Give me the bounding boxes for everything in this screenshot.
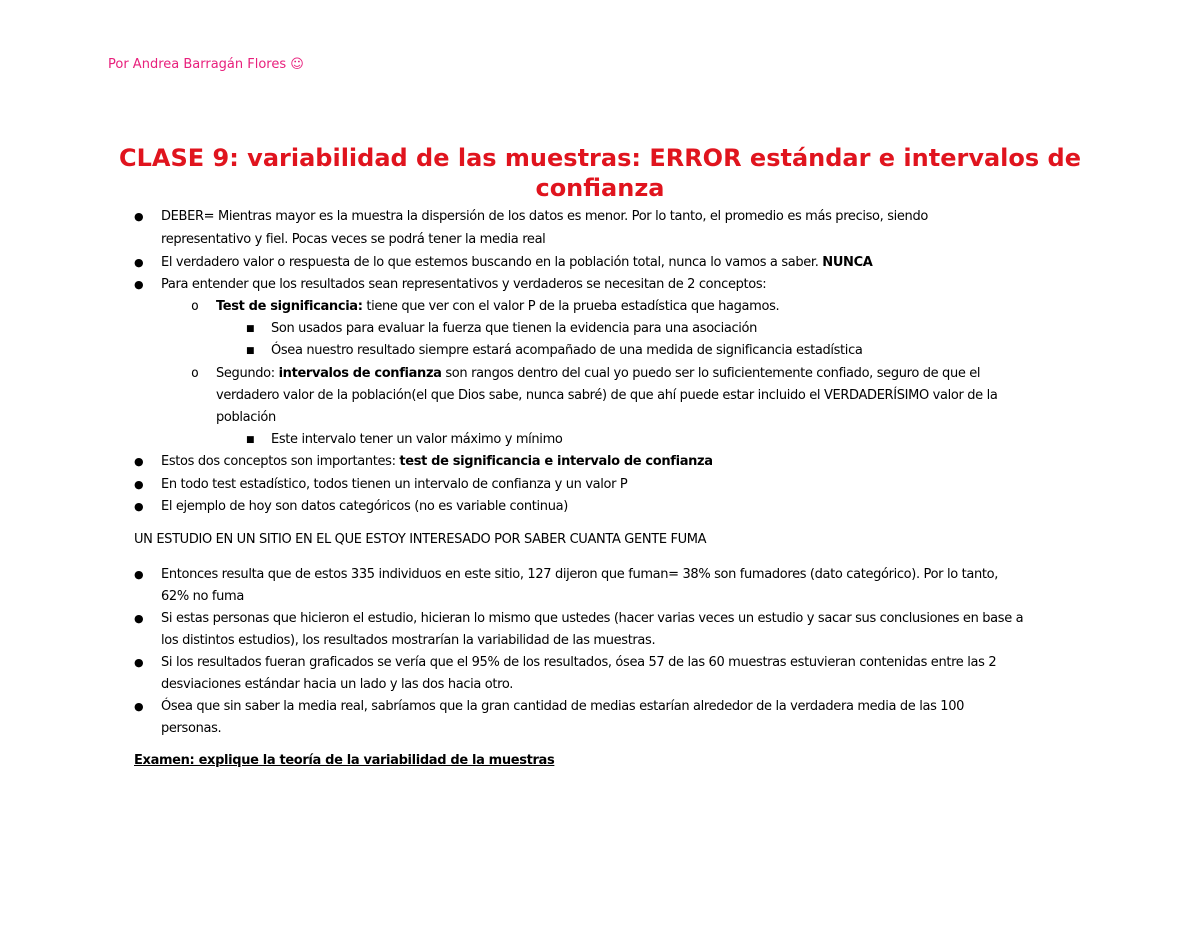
list-item-1-line-2: representativo y fiel. Pocas veces se podrá tener la media real [161,232,546,247]
list-item-4 [161,453,713,471]
page-title [100,143,1100,203]
list-item-4-emphasis: test de significancia e intervalo de confianza [399,454,713,469]
conclusion-item-1-line-2: 62% no fuma [161,589,244,604]
bullet-dot: ● [134,700,144,713]
sublist-item-1-text: tiene que ver con el valor P de la prueba estadística que hagamos. [362,299,780,314]
bullet-dot: ● [134,568,144,581]
bullet-dot: ● [134,478,144,491]
bullet-dot: ● [134,612,144,625]
exam-question: Examen: explique la teoría de la variabilidad de la muestras [134,753,555,768]
list-item-5: En todo test estadístico, todos tienen un intervalo de confianza y un valor P [161,477,628,492]
sublist-item-1 [216,298,779,316]
conclusion-item-2-line-1: Si estas personas que hicieron el estudio, hicieran lo mismo que ustedes (hacer varias veces un estudio y sacar sus conclusiones en base a [161,611,1024,626]
conclusion-item-4-line-1: Ósea que sin saber la media real, sabríamos que la gran cantidad de medias estarían alrededor de la verdadera media de las 100 [161,699,965,714]
bullet-dot: ● [134,256,144,269]
subsublist-item-1b: Ósea nuestro resultado siempre estará acompañado de una medida de significancia estadística [271,343,863,358]
conclusion-item-3-line-2: desviaciones estándar hacia un lado y las dos hacia otro. [161,677,514,692]
list-item-2 [161,254,872,272]
sublist-item-2-text: son rangos dentro del cual yo puedo ser lo suficientemente confiado, seguro de que el [441,366,981,381]
conclusion-item-1-line-1: Entonces resulta que de estos 335 individuos en este sitio, 127 dijeron que fuman= 38% son fumadores (dato categórico). Por lo tanto, [161,567,998,582]
bullet-circle: o [191,366,199,381]
bullet-circle: o [191,299,199,314]
bullet-square: ■ [246,324,255,334]
conclusion-item-4-line-2: personas. [161,721,222,736]
conclusion-item-3-line-1: Si los resultados fueran graficados se vería que el 95% de los resultados, ósea 57 de las 60 muestras estuvieran contenidas entre las 2 [161,655,997,670]
bullet-square: ■ [246,435,255,445]
bullet-dot: ● [134,455,144,468]
author-line: Por Andrea Barragán Flores ☺ [108,57,304,72]
list-item-4-text: Estos dos conceptos son importantes: [161,454,400,469]
sublist-item-2-term: intervalos de confianza [278,366,442,381]
bullet-dot: ● [134,656,144,669]
subsublist-item-2a: Este intervalo tener un valor máximo y mínimo [271,432,563,447]
sublist-item-2-line-2: verdadero valor de la población(el que Dios sabe, nunca sabré) de que ahí puede estar incluido el VERDADERÍSIMO valor de la [216,388,998,403]
bullet-dot: ● [134,500,144,513]
title-line-1: CLASE 9: variabilidad de las muestras: ERROR estándar e intervalos de [119,144,1081,172]
sublist-item-2-line-3: población [216,410,276,425]
study-heading: UN ESTUDIO EN UN SITIO EN EL QUE ESTOY INTERESADO POR SABER CUANTA GENTE FUMA [134,532,707,547]
title-line-2: confianza [535,174,665,202]
list-item-2-text: El verdadero valor o respuesta de lo que estemos buscando en la población total, nunca lo vamos a saber. [161,255,823,270]
list-item-1-line-1: DEBER= Mientras mayor es la muestra la dispersión de los datos es menor. Por lo tanto, el promedio es más preciso, siendo [161,209,928,224]
bullet-dot: ● [134,210,144,223]
sublist-item-1-term: Test de significancia: [216,299,363,314]
bullet-square: ■ [246,346,255,356]
list-item-2-emphasis: NUNCA [822,255,873,270]
subsublist-item-1a: Son usados para evaluar la fuerza que tienen la evidencia para una asociación [271,321,758,336]
list-item-3: Para entender que los resultados sean representativos y verdaderos se necesitan de 2 conceptos: [161,277,767,292]
bullet-dot: ● [134,278,144,291]
sublist-item-2-prefix: Segundo: [216,366,279,381]
conclusion-item-2-line-2: los distintos estudios), los resultados mostrarían la variabilidad de las muestras. [161,633,656,648]
list-item-6: El ejemplo de hoy son datos categóricos (no es variable continua) [161,499,568,514]
sublist-item-2-line-1 [216,365,980,383]
